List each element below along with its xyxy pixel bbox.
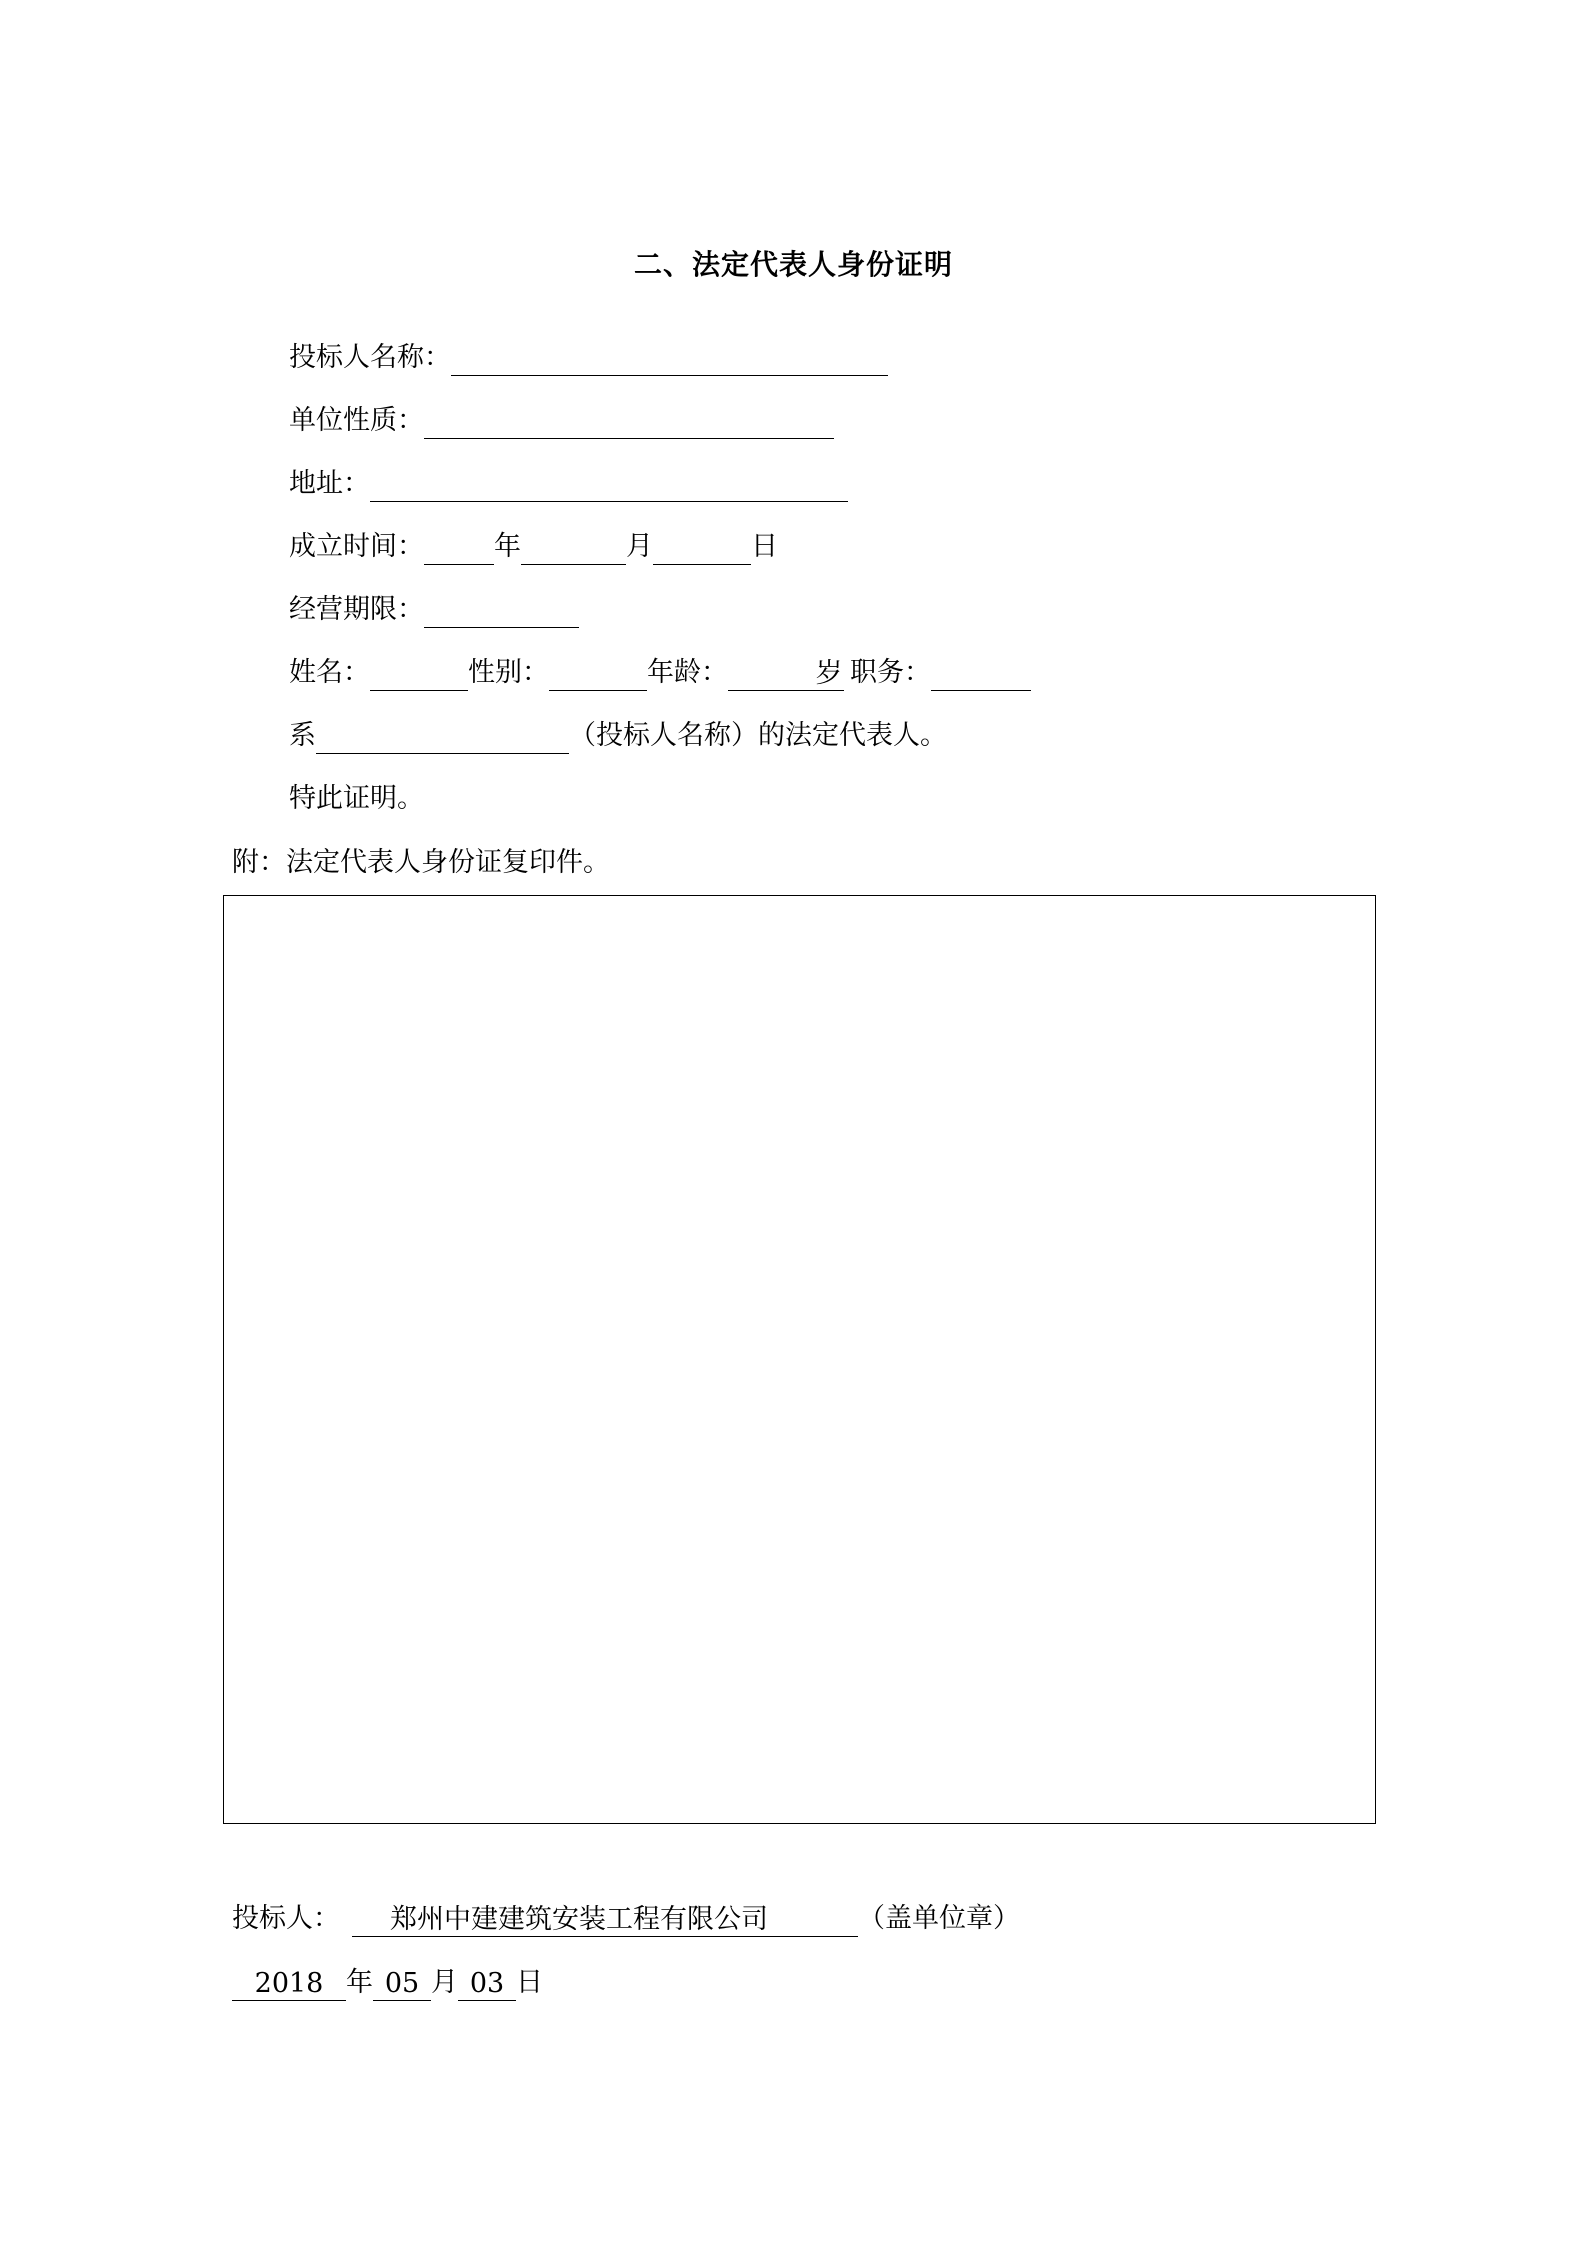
established-month-field[interactable] bbox=[521, 535, 626, 565]
attachment-row bbox=[232, 845, 610, 881]
page-title: 二、法定代表人身份证明 bbox=[633, 248, 953, 281]
statement-prefix: 系 bbox=[289, 720, 316, 751]
signature-seal-note: （盖单位章） bbox=[858, 1903, 1020, 1934]
bidder-name-label: 投标人名称： bbox=[289, 342, 451, 373]
unit-nature-row bbox=[289, 403, 834, 439]
statement-row bbox=[289, 718, 947, 754]
established-month-char: 月 bbox=[626, 531, 653, 562]
position-field[interactable] bbox=[931, 661, 1031, 691]
bidder-name-field[interactable] bbox=[451, 346, 888, 376]
signature-month-char: 月 bbox=[431, 1967, 458, 1998]
address-row bbox=[289, 466, 848, 502]
unit-nature-label: 单位性质： bbox=[289, 405, 424, 436]
term-row bbox=[289, 592, 579, 628]
signature-month-value[interactable]: 05 bbox=[373, 1967, 431, 2001]
statement-suffix: （投标人名称）的法定代表人。 bbox=[569, 720, 947, 751]
signature-day-value[interactable]: 03 bbox=[458, 1967, 516, 2001]
certify-text: 特此证明。 bbox=[289, 783, 424, 814]
position-label: 职务： bbox=[850, 657, 931, 688]
attachment-label: 附：法定代表人身份证复印件。 bbox=[232, 847, 610, 878]
established-label: 成立时间： bbox=[289, 531, 424, 562]
signature-bidder-row bbox=[232, 1901, 1020, 1937]
person-info-row bbox=[289, 655, 1031, 691]
signature-bidder-label: 投标人： bbox=[232, 1903, 340, 1934]
gender-label: 性别： bbox=[468, 657, 549, 688]
established-row bbox=[289, 529, 778, 565]
age-label: 年龄： bbox=[647, 657, 728, 688]
established-day-field[interactable] bbox=[653, 535, 751, 565]
name-label: 姓名： bbox=[289, 657, 370, 688]
signature-date-row bbox=[232, 1965, 543, 2001]
age-unit: 岁 bbox=[815, 658, 843, 689]
signature-year-char: 年 bbox=[346, 1967, 373, 1998]
established-day-char: 日 bbox=[751, 531, 778, 562]
term-field[interactable] bbox=[424, 598, 579, 628]
signature-day-char: 日 bbox=[516, 1967, 543, 1998]
term-label: 经营期限： bbox=[289, 594, 424, 625]
certify-row bbox=[289, 781, 424, 817]
established-year-char: 年 bbox=[494, 531, 521, 562]
signature-bidder-value[interactable]: 郑州中建建筑安装工程有限公司 bbox=[352, 1903, 858, 1937]
signature-year-value[interactable]: 2018 bbox=[232, 1967, 346, 2001]
statement-bidder-field[interactable] bbox=[316, 724, 569, 754]
id-copy-box bbox=[223, 895, 1376, 1824]
age-field[interactable] bbox=[728, 661, 814, 691]
established-year-field[interactable] bbox=[424, 535, 494, 565]
address-field[interactable] bbox=[370, 472, 848, 502]
address-label: 地址： bbox=[289, 468, 370, 499]
gender-field[interactable] bbox=[549, 661, 647, 691]
unit-nature-field[interactable] bbox=[424, 409, 834, 439]
bidder-name-row bbox=[289, 340, 888, 376]
name-field[interactable] bbox=[370, 661, 468, 691]
